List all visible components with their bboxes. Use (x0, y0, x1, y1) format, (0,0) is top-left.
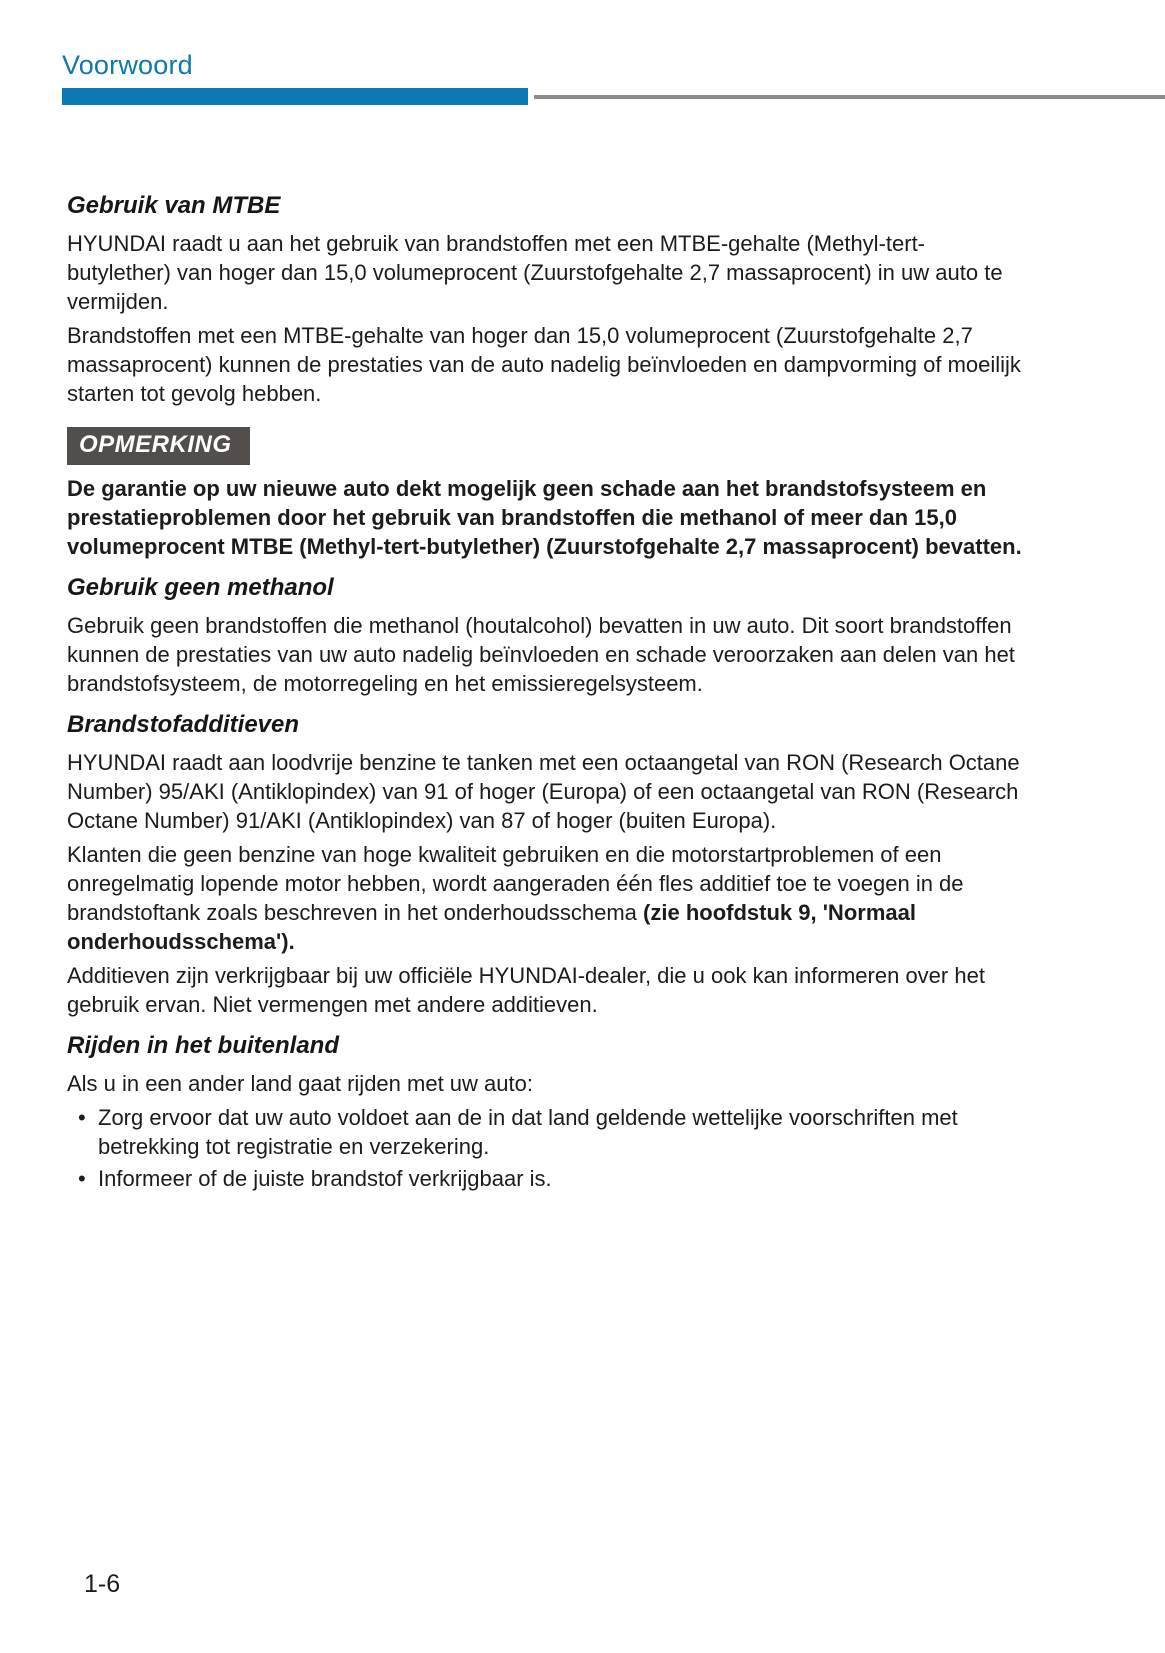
header-divider-line (534, 95, 1165, 99)
paragraph-mtbe-2: Brandstoffen met een MTBE-gehalte van hoger dan 15,0 volumeprocent (Zuurstofgehalte 2,7 massaprocent) kunnen de prestaties van de auto nadelig beïnvloeden en dampvorming of moeilijk starten tot gevolg hebben. (67, 323, 1021, 406)
section-heading-additieven: Brandstofadditieven (67, 711, 300, 738)
paragraph-additieven-2 (67, 840, 1025, 956)
paragraph-methanol-1: Gebruik geen brandstoffen die methanol (houtalcohol) bevatten in uw auto. Dit soort brandstoffen kunnen de prestaties van uw auto nadelig beïnvloeden en schade veroorzaken aan delen van het brandstofsysteem, de motorregeling en het emissieregelsysteem. (67, 613, 1015, 696)
bullet-list (67, 1103, 1025, 1193)
bullet-marker: • (78, 1166, 86, 1191)
note-text: De garantie op uw nieuwe auto dekt mogelijk geen schade aan het brandstofsysteem en prestatieproblemen door het gebruik van brandstoffen die methanol of meer dan 15,0 volumeprocent MTBE (Methyl-tert-butylether) (Zuurstofgehalte 2,7 massaprocent) bevatten. (67, 476, 1022, 559)
page-header (62, 50, 1165, 105)
paragraph-additieven-1: HYUNDAI raadt aan loodvrije benzine te tanken met een octaangetal van RON (Research Octane Number) 95/AKI (Antiklopindex) van 91 of hoger (Europa) of een octaangetal van RON (Research Octane Number) 91/AKI (Antiklopindex) van 87 of hoger (buiten Europa). (67, 750, 1020, 833)
page-content (67, 192, 1025, 1196)
paragraph-buitenland-intro: Als u in een ander land gaat rijden met uw auto: (67, 1071, 533, 1096)
page-number: 1-6 (84, 1570, 121, 1598)
paragraph-additieven-2-normal: Klanten die geen benzine van hoge kwaliteit gebruiken en die motorstartproblemen of een onregelmatig lopende motor hebben, wordt aangeraden één fles additief toe te voegen in de brandstoftank zoals beschreven in het onderhoudsschema (67, 842, 964, 925)
paragraph-mtbe-1: HYUNDAI raadt u aan het gebruik van brandstoffen met een MTBE-gehalte (Methyl-tert-butylether) van hoger dan 15,0 volumeprocent (Zuurstofgehalte 2,7 massaprocent) in uw auto te vermijden. (67, 231, 1003, 314)
section-heading-methanol: Gebruik geen methanol (67, 574, 334, 601)
note-badge: OPMERKING (67, 427, 250, 465)
section-heading-mtbe: Gebruik van MTBE (67, 192, 281, 219)
bullet-text: Zorg ervoor dat uw auto voldoet aan de in dat land geldende wettelijke voorschriften met betrekking tot registratie en verzekering. (98, 1105, 958, 1159)
header-accent-bar (62, 88, 528, 105)
page-title: Voorwoord (62, 50, 193, 80)
paragraph-additieven-2-bold-ref: (zie hoofdstuk 9, 'Normaal onderhoudsschema'). (67, 900, 916, 954)
header-rule (62, 88, 1165, 105)
list-item (67, 1164, 1025, 1193)
bullet-marker: • (78, 1105, 86, 1130)
paragraph-additieven-3: Additieven zijn verkrijgbaar bij uw officiële HYUNDAI-dealer, die u ook kan informeren over het gebruik ervan. Niet vermengen met andere additieven. (67, 963, 985, 1017)
list-item (67, 1103, 1025, 1161)
section-heading-buitenland: Rijden in het buitenland (67, 1032, 339, 1059)
bullet-text: Informeer of de juiste brandstof verkrijgbaar is. (98, 1166, 552, 1191)
